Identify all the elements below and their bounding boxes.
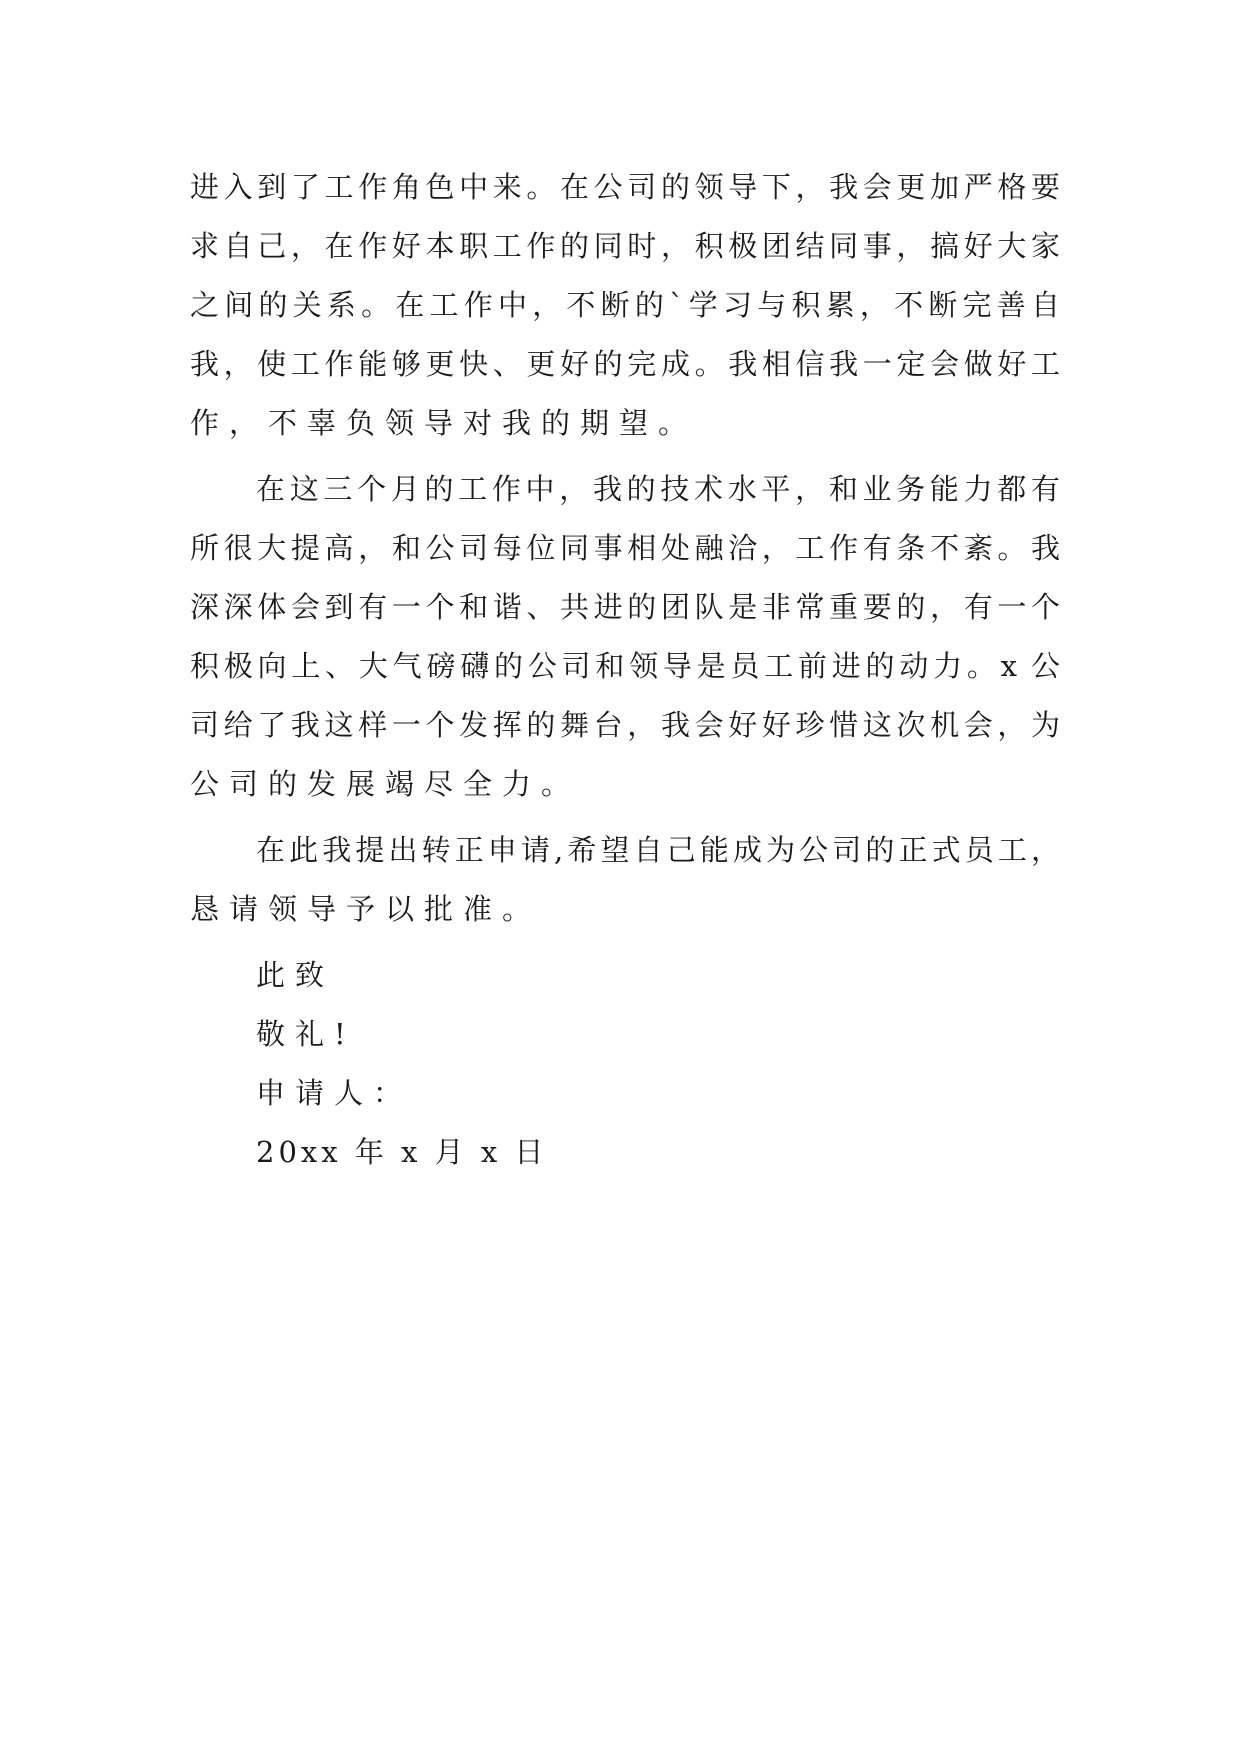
- paragraph-line: 公司的发展竭尽全力。: [190, 767, 581, 801]
- applicant-label: 申请人：: [256, 1076, 413, 1110]
- date-line: 20xx 年 x 月 x 日: [256, 1135, 548, 1169]
- paragraph-2: [190, 460, 1060, 814]
- paragraph-1: [190, 158, 1060, 453]
- paragraph-line: 所很大提高，和公司每位同事相处融洽，工作有条不紊。我: [190, 531, 1060, 565]
- paragraph-line: 进入到了工作角色中来。在公司的领导下，我会更加严格要: [190, 170, 1060, 204]
- paragraph-line: 深深体会到有一个和谐、共进的团队是非常重要的，有一个: [190, 590, 1060, 624]
- paragraph-line: 司给了我这样一个发挥的舞台，我会好好珍惜这次机会，为: [190, 708, 1060, 742]
- paragraph-line: 在这三个月的工作中，我的技术水平，和业务能力都有: [256, 472, 1060, 506]
- paragraph-line: 求自己，在作好本职工作的同时，积极团结同事，搞好大家: [190, 229, 1060, 263]
- letter-body: [190, 158, 1060, 1182]
- salutation: 此致: [256, 958, 335, 992]
- regards: 敬礼!: [256, 1017, 356, 1051]
- paragraph-line: 积极向上、大气磅礴的公司和领导是员工前进的动力。x 公: [190, 649, 1060, 683]
- paragraph-3: [190, 821, 1060, 939]
- paragraph-line: 在此我提出转正申请,希望自己能成为公司的正式员工，: [256, 833, 1060, 867]
- closing-block: [190, 946, 1060, 1182]
- paragraph-line: 作，不辜负领导对我的期望。: [190, 406, 698, 440]
- paragraph-line: 之间的关系。在工作中，不断的`学习与积累，不断完善自: [190, 288, 1060, 322]
- paragraph-line: 恳请领导予以批准。: [190, 892, 542, 926]
- paragraph-line: 我，使工作能够更快、更好的完成。我相信我一定会做好工: [190, 347, 1060, 381]
